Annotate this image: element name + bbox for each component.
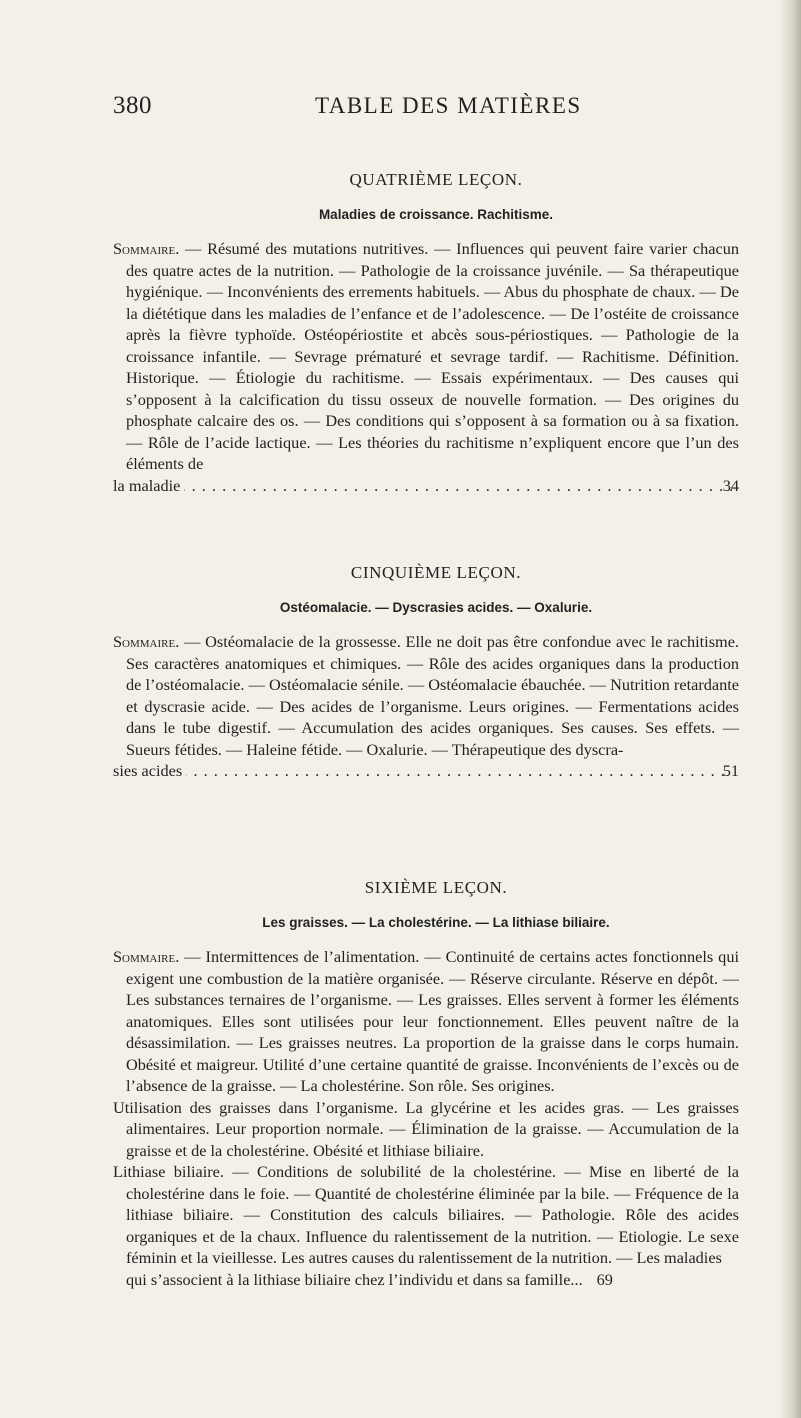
lesson-section-6	[113, 878, 739, 1290]
lesson-section-5	[113, 563, 739, 782]
summary-paragraph: Utilisation des graisses dans l’organisme. La glycérine et les acides gras. — Les graisses alimentaires. Leur proportion normale. — Élimination de la graisse. — Accumulation de la graisse et de la cholestérine. Obésité et lithiase biliaire.	[113, 1097, 739, 1160]
lesson-heading: CINQUIÈME LEÇON.	[350, 563, 522, 582]
summary-paragraph	[113, 1161, 739, 1290]
lesson-summary	[113, 631, 739, 782]
summary-text: — Intermittences de l’alimentation. — Continuité de certains actes fonctionnels qui exigent une combustion de la matière organisée. — Réserve circulante. Réserve en dépôt. — Les substances ternaires de l’organisme. — Les graisses. Elles servent à former les éléments anatomiques. Elles sont utilisées pour leur fonctionnement. Elles peuvent naître de la désassimilation. — Les graisses neutres. La proportion de la graisse dans le corps humain. Obésité et maigreur. Utilité d’une certaine quantité de graisse. Inconvénients de l’excès ou de l’absence de la graisse. — La cholestérine. Son rôle. Ses origines.	[126, 947, 739, 1095]
lesson-summary	[113, 238, 739, 496]
page-edge-shadow	[779, 0, 801, 1418]
toc-entry-last-words: qui s’associent à la lithiase biliaire chez l’individu et dans sa famille...	[126, 1269, 583, 1289]
summary-text: — Résumé des mutations nutritives. — Influences qui peuvent faire varier chacun des quatre actes de la nutrition. — Pathologie de la croissance juvénile. — Sa thérapeutique hygiénique. — Inconvénients des errements habituels. — Abus du phosphate de chaux. — De la diététique dans les maladies de l’enfance et de l’adolescence. — De l’ostéite de croissance après la fièvre typhoïde. Ostéopériostite et abcès sous-périostiques. — Pathologie de la croissance infantile. — Sevrage prématuré et sevrage tardif. — Rachitisme. Définition. Historique. — Étiologie du rachitisme. — Essais expérimentaux. — Des causes qui s’opposent à la calcification du tissu osseux de nouvelle formation. — Des origines du phosphate calcaire des os. — Des conditions qui s’opposent à sa formation ou à sa fixation. — Rôle de l’acide lactique. — Les théories du rachitisme n’expliquent encore que l’un des éléments de	[126, 239, 739, 473]
toc-entry-line	[113, 475, 739, 497]
summary-label: Sommaire.	[113, 947, 180, 966]
lesson-heading: QUATRIÈME LEÇON.	[349, 170, 523, 189]
summary-text: — Ostéomalacie de la grossesse. Elle ne doit pas être confondue avec le rachitisme. Ses caractères anatomiques et chimiques. — Rôle des acides organiques dans la production de l’ostéomalacie. — Ostéomalacie sénile. — Ostéomalacie ébauchée. — Nutrition retardante et dyscrasie acide. — Des acides de l’organisme. Leurs origines. — Fermentations acides dans le tube digestif. — Accumulation des acides organiques. Ses causes. Ses effets. — Sueurs fétides. — Haleine fétide. — Oxalurie. — Thérapeutique des dyscra-	[126, 632, 739, 759]
toc-entry-last-words: la maladie	[113, 475, 181, 495]
running-title: TABLE DES MATIÈRES	[315, 93, 582, 118]
summary-label: Sommaire.	[113, 239, 180, 258]
lesson-heading: SIXIÈME LEÇON.	[364, 878, 508, 897]
toc-entry-last-words: sies acides	[113, 761, 183, 780]
lesson-summary	[113, 946, 739, 1097]
page-header	[113, 92, 753, 132]
page-reference: 34	[722, 475, 739, 495]
page-reference: 51	[722, 761, 739, 780]
lesson-subtitle: Les graisses. — La cholestérine. — La lithiase biliaire.	[262, 915, 610, 930]
toc-entry-line	[113, 760, 739, 782]
lesson-subtitle: Maladies de croissance. Rachitisme.	[318, 207, 554, 222]
summary-label: Sommaire.	[113, 632, 180, 651]
leader-dots	[184, 475, 731, 497]
leader-dots	[186, 760, 732, 782]
summary-text: Lithiase biliaire. — Conditions de solubilité de la cholestérine. — Mise en liberté de la cholestérine dans le foie. — Quantité de cholestérine éliminée par la bile. — Fréquence de la lithiase biliaire. — Constitution des calculs biliaires. — Pathologie. Rôle des acides organiques et de la chaux. Influence du ralentissement de la nutrition. — Etiologie. Le sexe féminin et la vieillesse. Les autres causes du ralentissement de la nutrition. — Les maladies	[113, 1162, 739, 1267]
lesson-subtitle: Ostéomalacie. — Dyscrasies acides. — Oxalurie.	[279, 600, 593, 615]
lesson-section-4	[113, 170, 739, 496]
page-number: 380	[113, 92, 152, 119]
page-reference: 69	[596, 1269, 613, 1289]
toc-entry-line	[126, 1269, 739, 1291]
